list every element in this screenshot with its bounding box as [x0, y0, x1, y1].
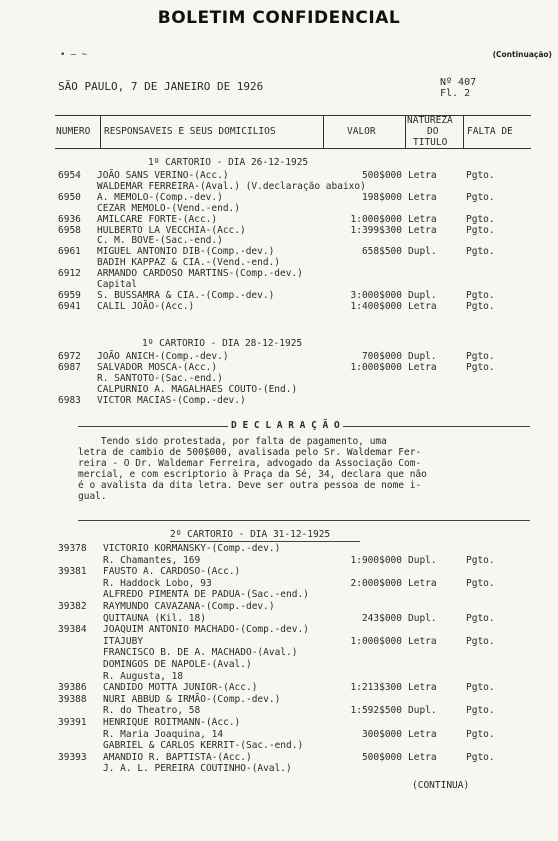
header-divider — [323, 115, 324, 149]
entry-name: AMILCARE FORTE-(Acc.) — [97, 213, 218, 225]
entry-value: 198$000 — [361, 191, 402, 203]
entry-reason: Pgto. — [466, 705, 495, 717]
entry-title-type: Dupl. — [408, 705, 437, 717]
entry-name: ARMANDO CARDOSO MARTINS-(Comp.-dev.) — [97, 268, 303, 280]
entry-reason: Pgto. — [466, 224, 495, 236]
entry-name: C. M. BOVE-(Sac.-end.) — [97, 235, 223, 247]
sheet-number: Fl. 2 — [440, 88, 471, 99]
entry-name: VICTOR MACIAS-(Comp.-dev.) — [97, 394, 246, 406]
entry-name: JOÃO ANICH-(Comp.-dev.) — [97, 351, 229, 362]
entry-name: FAUSTO A. CARDOSO-(Acc.) — [103, 566, 241, 578]
entry-number: 6987 — [58, 361, 81, 373]
entry-value: 700$000 — [361, 351, 402, 362]
entry-name: DOMINGOS DE NAPOLE-(Aval.) — [103, 659, 252, 670]
date-line: SÃO PAULO, 7 DE JANEIRO DE 1926 — [58, 80, 264, 93]
header-valor: VALOR — [347, 126, 376, 137]
entry-title-type: Letra — [408, 191, 437, 203]
declaration-heading: D E C L A R A Ç Ã O — [228, 421, 343, 431]
entry-reason: Pgto. — [466, 635, 495, 647]
entry-number: 6958 — [58, 224, 81, 236]
entry-number: 6941 — [58, 300, 81, 312]
entry-reason: Pgto. — [466, 554, 495, 566]
entry-name: GABRIEL & CARLOS KERRIT-(Sac.-end.) — [103, 740, 304, 752]
entry-reason: Pgto. — [466, 213, 495, 225]
bulletin-number: Nº 407 — [440, 77, 477, 88]
continua-label: (CONTINUA) — [412, 780, 470, 791]
entry-name: A. MEMOLO-(Comp.-dev.) — [97, 191, 223, 203]
entry-name: R. SANTOTO-(Sac.-end.) — [97, 372, 223, 384]
declaration-line: mercial, e com escriptorio à Praça da Sé, 34, declara que não — [78, 469, 427, 480]
entry-number: 39382 — [58, 601, 87, 612]
entry-reason: Pgto. — [466, 577, 495, 589]
entry-value: 1:900$000 — [350, 554, 402, 566]
entry-reason: Pgto. — [466, 728, 495, 740]
entry-title-type: Dupl. — [408, 351, 437, 362]
entry-name: R. Chamantes, 169 — [103, 554, 201, 566]
entry-title-type: Letra — [408, 170, 437, 181]
declaration-line: Tendo sido protestada, por falta de pagamento, uma — [78, 436, 387, 447]
entry-name: R. Haddock Lobo, 93 — [103, 577, 212, 589]
continuation-label: (Continuação) — [492, 50, 552, 59]
entry-name: SALVADOR MOSCA-(Acc.) — [97, 361, 218, 373]
entry-value: 1:592$500 — [350, 705, 402, 717]
declaration-line: gual. — [78, 491, 107, 502]
entry-value: 300$000 — [361, 728, 402, 740]
entry-name: ITAJUBY — [103, 635, 144, 647]
section-heading: 1º CARTORIO - DIA 28-12-1925 — [142, 338, 303, 349]
entry-title-type: Letra — [408, 213, 437, 225]
entry-reason: Pgto. — [466, 246, 495, 258]
entry-number: 6961 — [58, 246, 81, 258]
entry-name: CANDIDO MOTTA JUNIOR-(Acc.) — [103, 682, 258, 694]
entry-name: BADIH KAPPAZ & CIA.-(Vend.-end.) — [97, 257, 281, 269]
entry-name: JOÃO SANS VERINO-(Acc.) — [97, 170, 229, 181]
entry-number: 6954 — [58, 170, 81, 181]
entry-value: 1:399$300 — [350, 224, 402, 236]
entry-name: ALFREDO PIMENTA DE PADUA-(Sac.-end.) — [103, 589, 309, 601]
entry-value: 1:000$000 — [350, 213, 402, 225]
entry-title-type: Letra — [408, 300, 437, 312]
entry-number: 6972 — [58, 351, 81, 362]
header-bottom-rule — [55, 148, 531, 149]
entry-name: R. do Theatro, 58 — [103, 705, 201, 717]
entry-title-type: Letra — [408, 751, 437, 763]
ink-mark: • — ~ — [60, 50, 88, 60]
entry-number: 39386 — [58, 682, 87, 694]
header-natureza-do: DO — [427, 126, 439, 137]
heading-underline — [170, 541, 360, 542]
entry-title-type: Letra — [408, 577, 437, 589]
entry-reason: Pgto. — [466, 170, 495, 181]
entry-name: VICTORIO KORMANSKY-(Comp.-dev.) — [103, 543, 281, 554]
entry-reason: Pgto. — [466, 289, 495, 301]
entry-number: 39381 — [58, 566, 87, 578]
entry-title-type: Letra — [408, 224, 437, 236]
column-header-row — [55, 115, 531, 149]
entry-title-type: Dupl. — [408, 612, 437, 624]
entry-name: R. Maria Joaquina, 14 — [103, 728, 224, 740]
entry-value: 658$500 — [361, 246, 402, 258]
header-numero: NUMERO — [56, 126, 91, 137]
header-natureza: NATUREZA — [407, 115, 453, 126]
entry-value: 243$000 — [361, 612, 402, 624]
entry-value: 3:000$000 — [350, 289, 402, 301]
entry-name: QUITAUNA (Kil. 18) — [103, 612, 206, 624]
entry-number: 39391 — [58, 717, 87, 728]
entry-name: HENRIQUE ROITMANN-(Acc.) — [103, 717, 241, 728]
entry-number: 39388 — [58, 693, 87, 705]
entry-name: WALDEMAR FERREIRA-(Aval.) (V.declaração abaixo) — [97, 180, 366, 192]
entry-value: 2:000$000 — [350, 577, 402, 589]
bulletin-number-block — [440, 77, 476, 99]
entry-value: 1:000$000 — [350, 361, 402, 373]
header-responsaveis: RESPONSAVEIS E SEUS DOMICILIOS — [104, 126, 276, 137]
entry-number: 6983 — [58, 394, 81, 406]
entry-name: J. A. L. PEREIRA COUTINHO-(Aval.) — [103, 763, 292, 775]
entry-value: 1:400$000 — [350, 300, 402, 312]
entry-number: 6936 — [58, 213, 81, 225]
header-top-rule — [55, 115, 531, 116]
entry-name: MIGUEL ANTONIO DIB-(Comp.-dev.) — [97, 246, 275, 258]
header-divider — [405, 115, 406, 149]
entry-number: 6959 — [58, 289, 81, 301]
entry-title-type: Dupl. — [408, 246, 437, 258]
entry-value: 500$000 — [361, 751, 402, 763]
entry-name: FRANCISCO B. DE A. MACHADO-(Aval.) — [103, 647, 298, 659]
entry-name: S. BUSSAMRA & CIA.-(Comp.-dev.) — [97, 289, 275, 301]
declaration-line: é o avalista da dita letra. Deve ser outra pessoa de nome i- — [78, 480, 422, 491]
entry-number: 6950 — [58, 191, 81, 203]
entry-reason: Pgto. — [466, 751, 495, 763]
entry-reason: Pgto. — [466, 682, 495, 694]
entry-name: CALPURNIO A. MAGALHAES COUTO-(End.) — [97, 383, 298, 395]
entry-title-type: Dupl. — [408, 554, 437, 566]
entry-reason: Pgto. — [466, 191, 495, 203]
entry-name: CALIL JOÃO-(Acc.) — [97, 300, 195, 312]
entry-number: 39393 — [58, 751, 87, 763]
entry-number: 39378 — [58, 543, 87, 554]
entry-title-type: Letra — [408, 682, 437, 694]
entry-reason: Pgto. — [466, 351, 495, 362]
entry-title-type: Letra — [408, 728, 437, 740]
declaration-paragraph — [78, 436, 530, 502]
entry-name: CEZAR MEMOLO-(Vend.-end.) — [97, 202, 240, 214]
entry-name: Capital — [97, 279, 138, 290]
entry-reason: Pgto. — [466, 300, 495, 312]
declaration-line: reira - O Dr. Waldemar Ferreira, advogado da Associação Com- — [78, 458, 422, 469]
header-divider — [100, 115, 101, 149]
entry-value: 1:213$300 — [350, 682, 402, 694]
header-divider — [463, 115, 464, 149]
entry-reason: Pgto. — [466, 612, 495, 624]
entry-title-type: Dupl. — [408, 289, 437, 301]
header-falta: FALTA DE — [467, 126, 513, 137]
entry-number: 6912 — [58, 268, 81, 280]
entry-name: HULBERTO LA VECCHIA-(Acc.) — [97, 224, 246, 236]
entry-name: JOAQUIM ANTONIO MACHADO-(Comp.-dev.) — [103, 624, 309, 636]
entry-value: 1:000$000 — [350, 635, 402, 647]
section-heading: 2º CARTORIO - DIA 31-12-1925 — [170, 529, 331, 540]
declaration-line: letra de cambio de 500$000, avalisada pelo Sr. Waldemar Fer- — [78, 447, 422, 458]
header-natureza-titulo: TITULO — [413, 137, 448, 148]
entry-number: 39384 — [58, 624, 87, 636]
entry-name: R. Augusta, 18 — [103, 670, 184, 682]
entry-name: RAYMUNDO CAVAZANA-(Comp.-dev.) — [103, 601, 275, 612]
entry-reason: Pgto. — [466, 361, 495, 373]
entry-title-type: Letra — [408, 361, 437, 373]
entry-value: 500$000 — [361, 170, 402, 181]
declaration-bottom-rule — [78, 520, 530, 521]
section-heading: 1º CARTORIO - DIA 26-12-1925 — [148, 157, 309, 168]
bulletin-title: BOLETIM CONFIDENCIAL — [157, 8, 401, 28]
entry-name: NURI ABBUD & IRMÃO-(Comp.-dev.) — [103, 693, 281, 705]
entry-title-type: Letra — [408, 635, 437, 647]
entry-name: AMANDIO R. BAPTISTA-(Acc.) — [103, 751, 252, 763]
